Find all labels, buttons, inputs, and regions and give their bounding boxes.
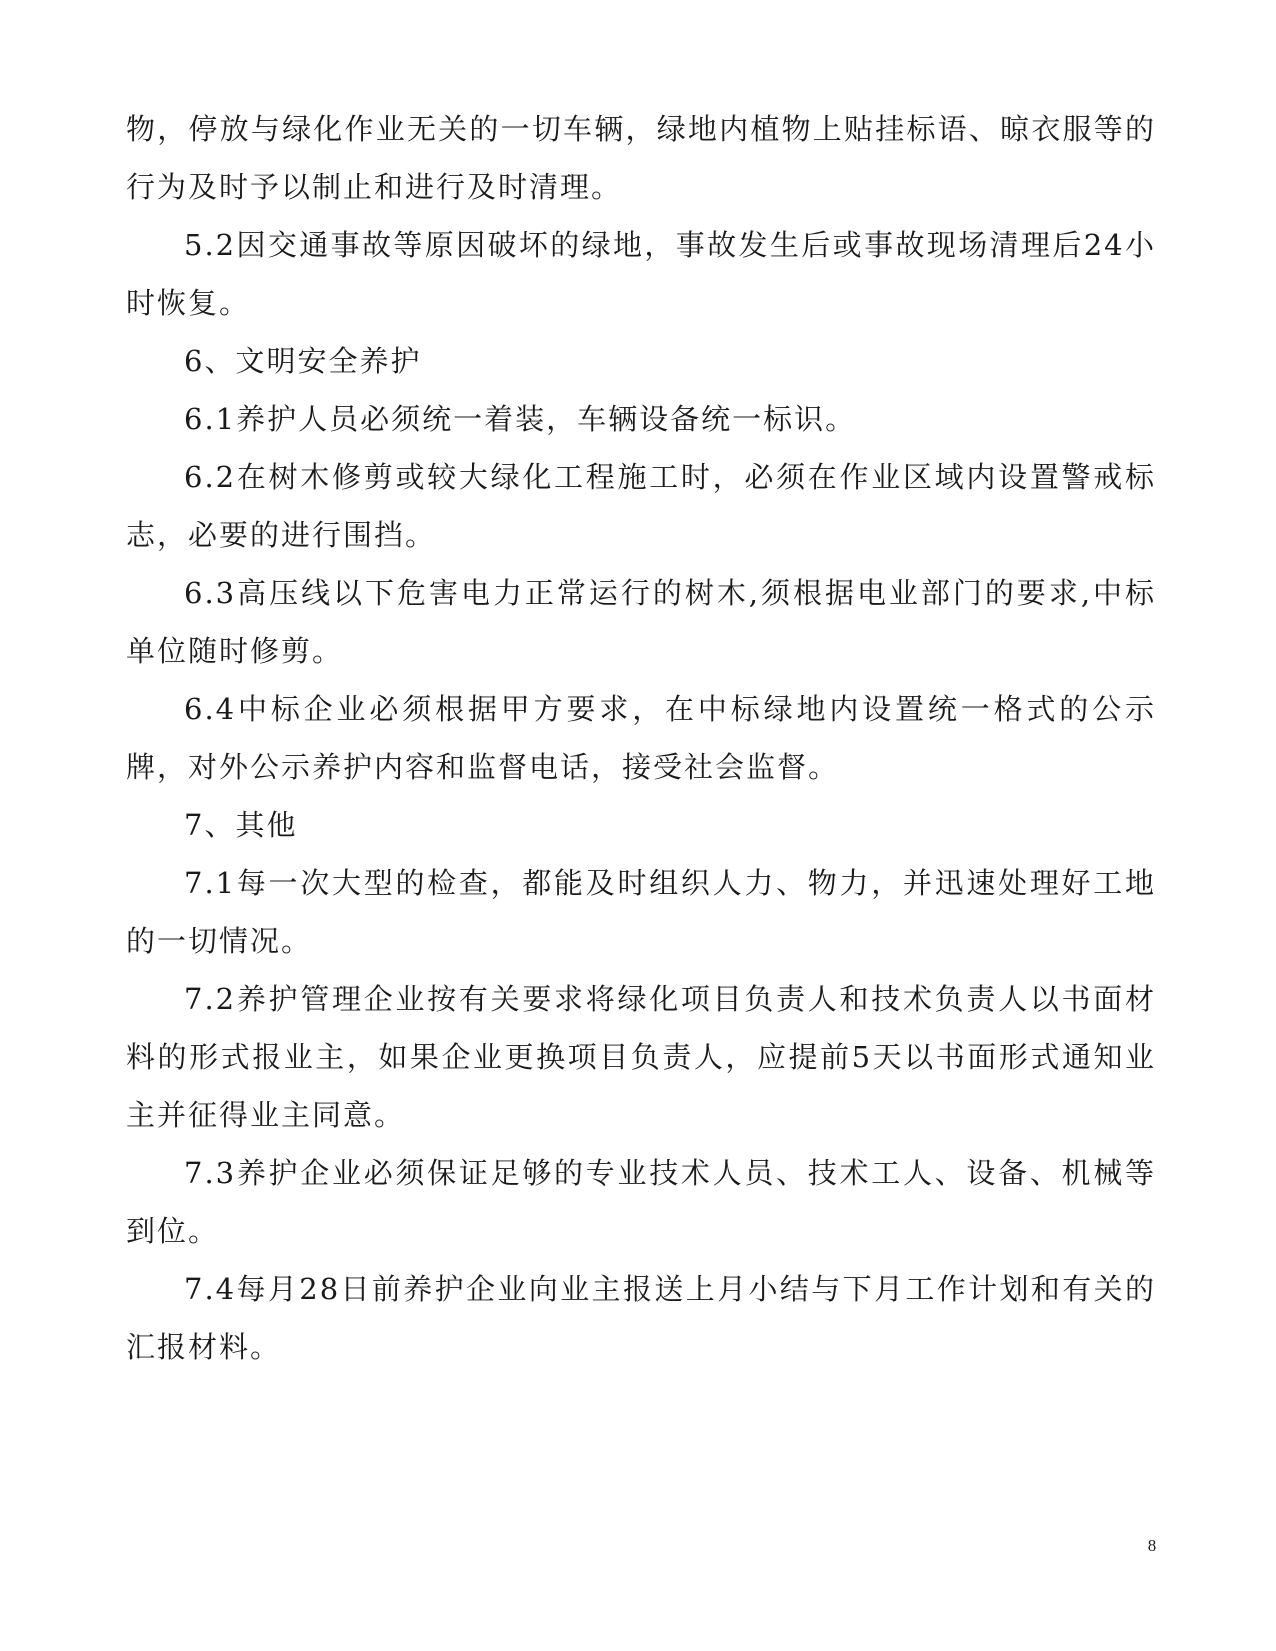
paragraph-5-2: 5.2因交通事故等原因破坏的绿地，事故发生后或事故现场清理后24小时恢复。 — [126, 228, 1156, 320]
document-body — [126, 100, 1156, 1376]
paragraph-6-2: 6.2在树木修剪或较大绿化工程施工时，必须在作业区域内设置警戒标志，必要的进行围挡。 — [126, 460, 1156, 552]
paragraph-7-1: 7.1每一次大型的检查，都能及时组织人力、物力，并迅速处理好工地的一切情况。 — [126, 866, 1156, 958]
paragraph-6-3: 6.3高压线以下危害电力正常运行的树木,须根据电业部门的要求,中标单位随时修剪。 — [126, 576, 1156, 668]
paragraph-7-3: 7.3养护企业必须保证足够的专业技术人员、技术工人、设备、机械等到位。 — [126, 1156, 1156, 1248]
paragraph-6-1: 6.1养护人员必须统一着装，车辆设备统一标识。 — [184, 402, 857, 436]
section-heading-7: 7、其他 — [184, 808, 298, 842]
page-number: 8 — [1147, 1536, 1157, 1555]
paragraph-7-4: 7.4每月28日前养护企业向业主报送上月小结与下月工作计划和有关的汇报材料。 — [126, 1272, 1156, 1364]
paragraph-6-4: 6.4中标企业必须根据甲方要求，在中标绿地内设置统一格式的公示牌，对外公示养护内容和监督电话，接受社会监督。 — [126, 692, 1156, 784]
paragraph-7-2: 7.2养护管理企业按有关要求将绿化项目负责人和技术负责人以书面材料的形式报业主，如果企业更换项目负责人，应提前5天以书面形式通知业主并征得业主同意。 — [126, 982, 1156, 1132]
section-heading-6: 6、文明安全养护 — [184, 344, 422, 378]
paragraph-continuation: 物，停放与绿化作业无关的一切车辆，绿地内植物上贴挂标语、晾衣服等的行为及时予以制止和进行及时清理。 — [126, 112, 1156, 204]
